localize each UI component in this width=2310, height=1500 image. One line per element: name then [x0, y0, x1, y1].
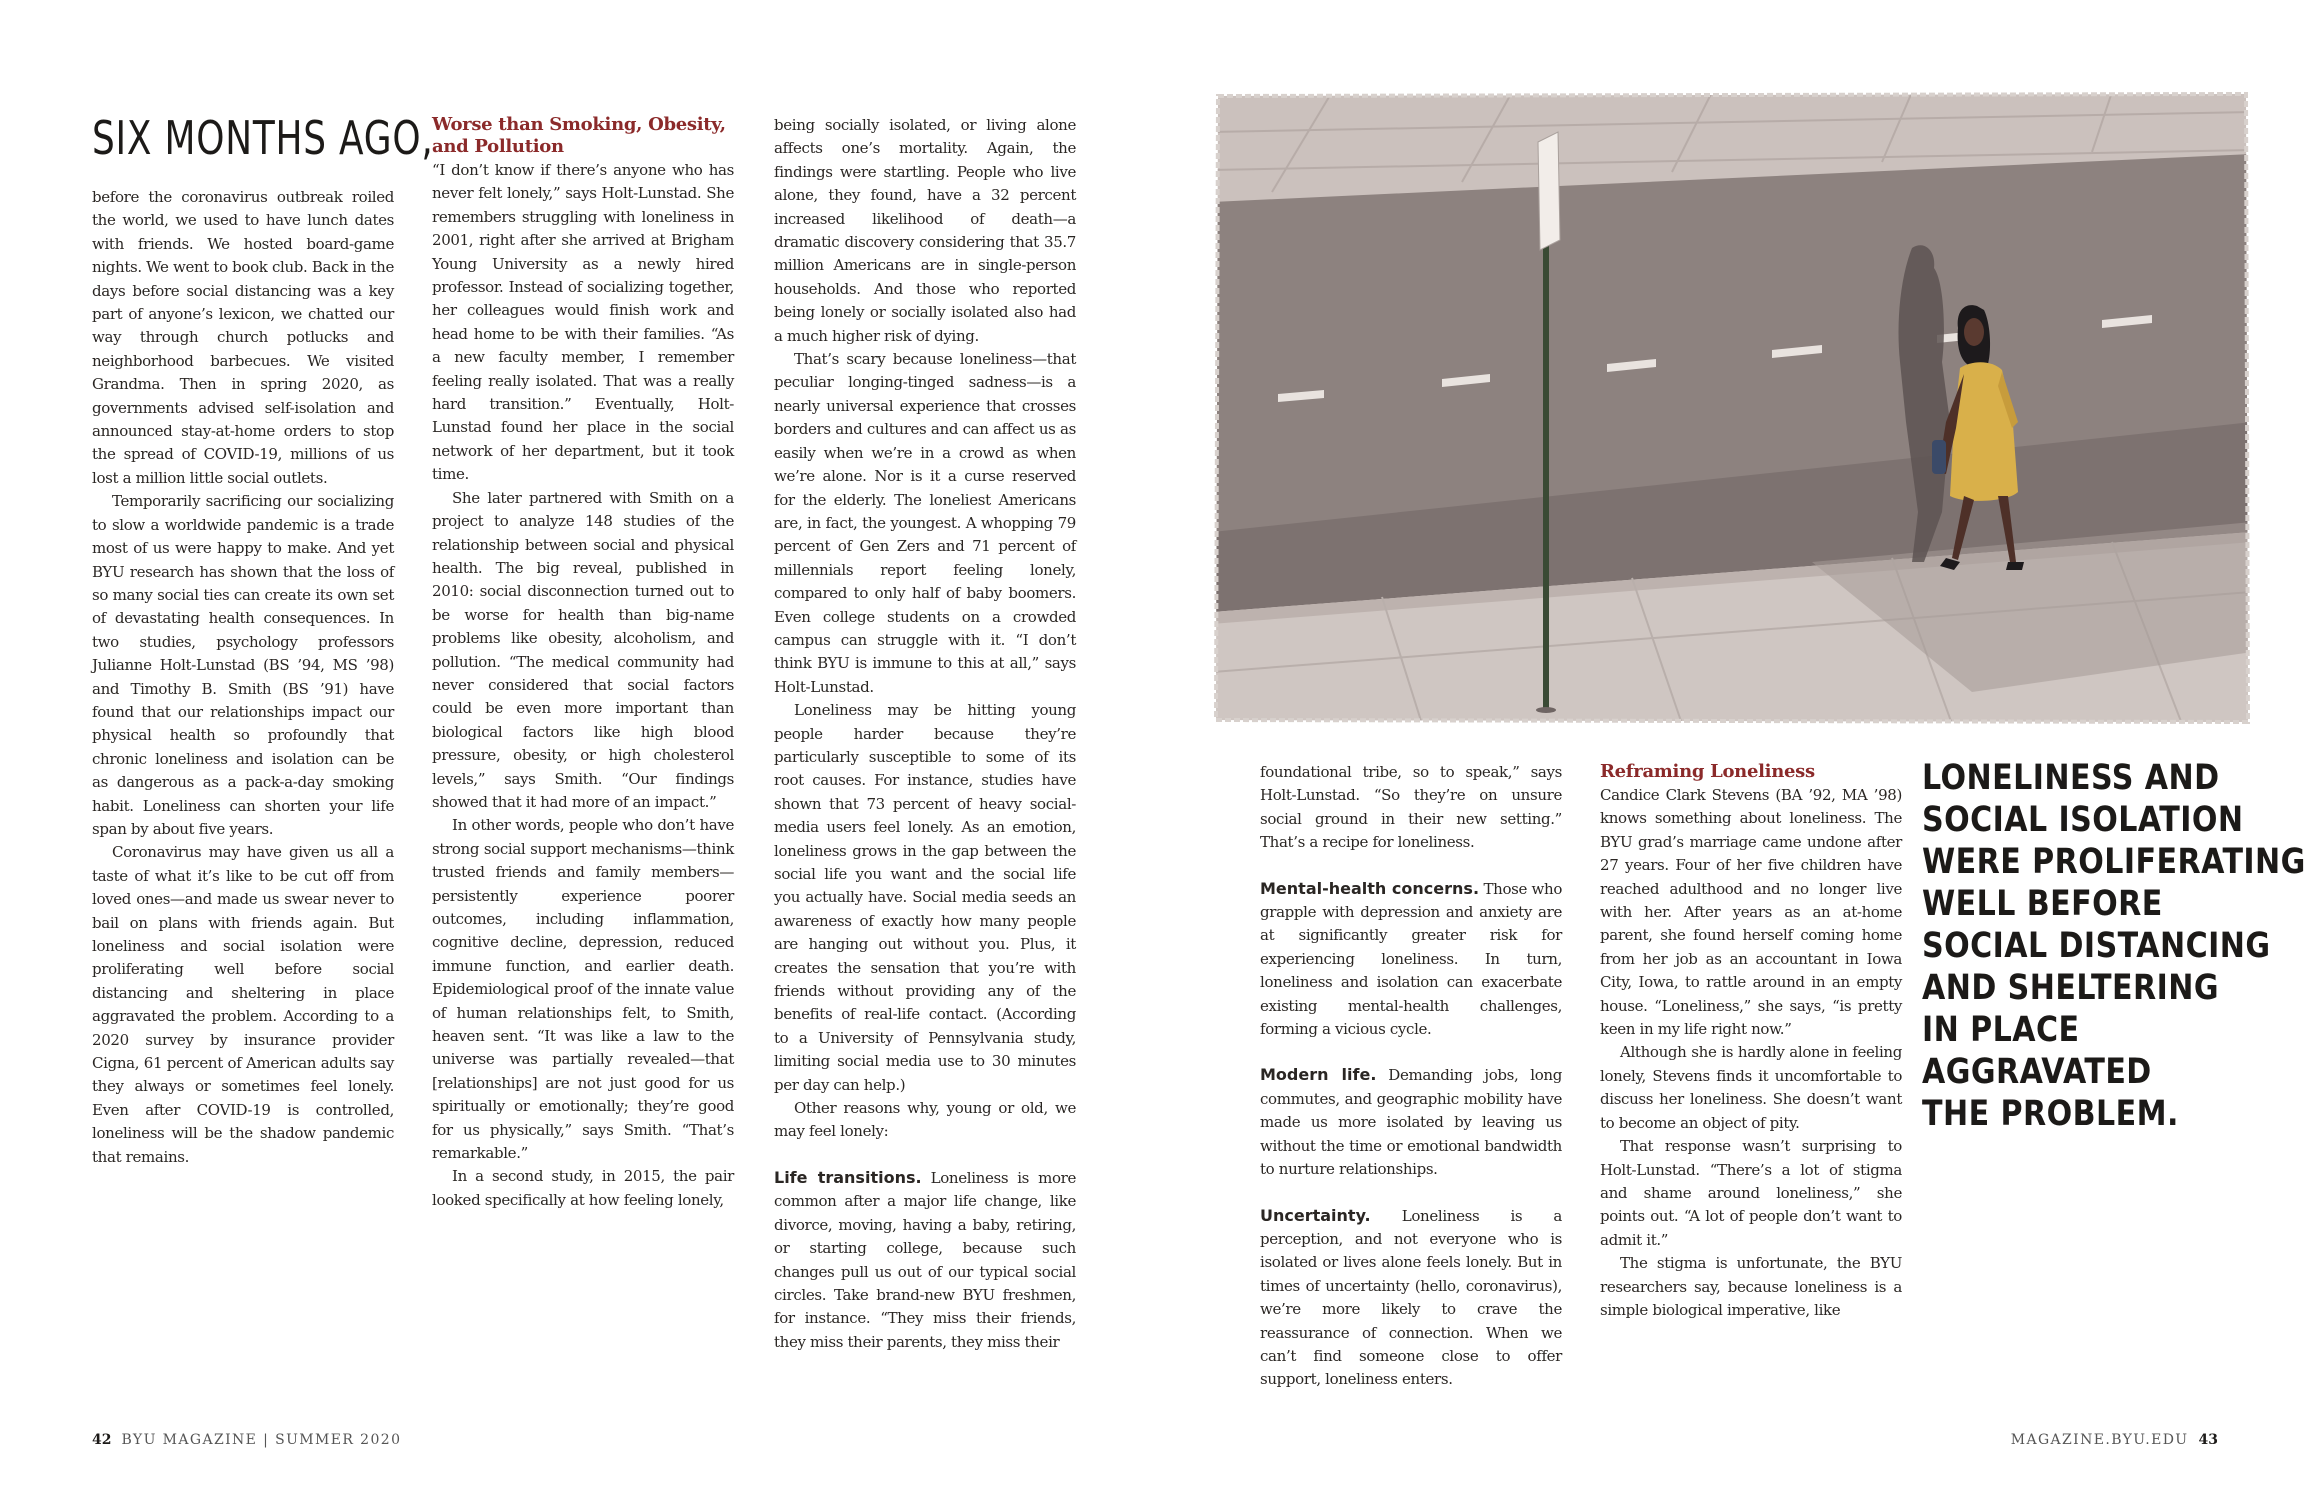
pull-quote-line: IN PLACE [1922, 1010, 2080, 1050]
pull-quote-line: AGGRAVATED [1922, 1052, 2152, 1092]
column-4 [1260, 761, 1562, 1392]
runin-label: Life transitions. [774, 1167, 922, 1187]
section-subhead: Worse than Smoking, Obesity, and Pollution [432, 114, 726, 157]
paragraph: Coronavirus may have given us all a taste of what it’s like to be cut off from loved ones—and made us swear never to bail on plans with friends again. But loneliness and social isolation were proliferating well before social distancing and sheltering in place aggravated the problem. According to a 2020 survey by insurance provider Cigna, 61 percent of American adults say they always or sometimes feel lonely. Even after COVID-19 is controlled, loneliness will be the shadow pandemic that remains. [92, 843, 394, 1166]
walking-woman-illustration [1212, 92, 2252, 724]
pull-quote-line: WELL BEFORE [1922, 884, 2163, 924]
column-2 [432, 114, 734, 1212]
runin-text: Loneliness is a perception, and not everyone who is isolated or lives alone feels lonely. But in times of uncertainty (hello, coronavirus), we’re more likely to crave the reassurance of connection. When we can’t find someone close to offer support, loneliness enters. [1260, 1206, 1562, 1389]
footer-publication: BYU MAGAZINE | SUMMER 2020 [121, 1432, 402, 1448]
pull-quote-line: WERE PROLIFERATING [1922, 842, 2306, 882]
runin-text: Loneliness is more common after a major life change, like divorce, moving, having a baby, retiring, or starting college, because such changes pull us out of our typical social circles. Take brand-new BYU freshmen, for instance. “They miss their friends, they miss their parents, they miss their [774, 1168, 1076, 1351]
pull-quote-line: AND SHELTERING [1922, 968, 2219, 1008]
paragraph: That’s scary because loneliness—that peculiar longing-tinged sadness—is a nearly universal experience that crosses borders and cultures and can affect us as easily when we’re in a crowd as when we’re alone. Nor is it a curse reserved for the elderly. The loneliest Americans are, in fact, the youngest. A whopping 79 percent of Gen Zers and 71 percent of millennials report feeling lonely, compared to only half of baby boomers. Even college students on a crowded campus can struggle with it. “I don’t think BYU is immune to this at all,” says Holt-Lunstad. [774, 350, 1076, 696]
pull-quote-line: SOCIAL DISTANCING [1922, 926, 2271, 966]
list-item [1260, 877, 1562, 1042]
section-subhead: Reframing Loneliness [1600, 761, 1815, 782]
pull-quote-line: LONELINESS AND [1922, 758, 2220, 798]
paragraph: That response wasn’t surprising to Holt-Lunstad. “There’s a lot of stigma and shame around loneliness,” she points out. “A lot of people don’t want to admit it.” [1600, 1137, 1902, 1249]
runin-text: Demanding jobs, long commutes, and geographic mobility have made us more isolated by leaving us without the time or emotional bandwidth to nurture relationships. [1260, 1066, 1562, 1179]
page-number: 43 [2198, 1432, 2218, 1448]
paragraph: She later partnered with Smith on a project to analyze 148 studies of the relationship between social and physical health. The big reveal, published in 2010: social disconnection turned out to be worse for health than big-name problems like obesity, alcoholism, and pollution. “The medical community had never considered that social factors could be even more important than biological factors like high blood pressure, obesity, or high cholesterol levels,” says Smith. “Our findings showed that it had more of an impact.” [432, 488, 734, 811]
paragraph: Candice Clark Stevens (BA ’92, MA ’98) knows something about loneliness. The BYU grad’s marriage came undone after 27 years. Four of her five children have reached adulthood and no longer live with her. After years as an at-home parent, she found herself coming home from her job as an accountant in Iowa City, Iowa, to rattle around in an empty house. “Loneliness,” she says, “is pretty keen in my life right now.” [1600, 786, 1902, 1039]
paragraph: Other reasons why, young or old, we may feel lonely: [774, 1099, 1076, 1141]
paragraph: being socially isolated, or living alone affects one’s mortality. Again, the findings were startling. People who live alone, they found, have a 32 percent increased likelihood of death—a dramatic discovery considering that 35.7 million Americans are in single-person households. And those who reported being lonely or socially isolated also had a much higher risk of dying. [774, 116, 1076, 345]
footer-right [2011, 1432, 2218, 1448]
paragraph: foundational tribe, so to speak,” says Holt-Lunstad. “So they’re on unsure social ground in their new setting.” That’s a recipe for loneliness. [1260, 763, 1562, 852]
paragraph: In a second study, in 2015, the pair looked specifically at how feeling lonely, [432, 1167, 734, 1209]
drop-line-heading: SIX MONTHS AGO, [92, 111, 434, 165]
runin-label: Mental-health concerns. [1260, 878, 1480, 898]
paragraph: Loneliness may be hitting young people harder because they’re particularly susceptible to some of its root causes. For instance, studies have shown that 73 percent of heavy social-media users feel lonely. As an emotion, loneliness grows in the gap between the social life you want and the social life you actually have. Social media seeds an awareness of exactly how many people are hanging out without you. Plus, it creates the sensation that you’re with friends without providing any of the benefits of real-life contact. (According to a University of Pennsylvania study, limiting social media use to 30 minutes per day can help.) [774, 701, 1076, 1094]
footer-website: MAGAZINE.BYU.EDU [2010, 1432, 2189, 1448]
column-3 [774, 114, 1076, 1354]
runin-label: Uncertainty. [1260, 1205, 1371, 1225]
page-number: 42 [92, 1432, 112, 1448]
paragraph: “I don’t know if there’s anyone who has never felt lonely,” says Holt-Lunstad. She remembers struggling with loneliness in 2001, right after she arrived at Brigham Young University as a newly hired professor. Instead of socializing together, her colleagues would finish work and head home to be with their families. “As a new faculty member, I remember feeling really isolated. That was a really hard transition.” Eventually, Holt-Lunstad found her place in the social network of her department, but it took time. [432, 161, 734, 484]
column-1 [92, 186, 394, 1169]
runin-text: Those who grapple with depression and anxiety are at significantly greater risk for experiencing loneliness. In turn, loneliness and isolation can exacerbate existing mental-health challenges, forming a vicious cycle. [1260, 879, 1563, 1039]
list-item [1260, 1063, 1562, 1181]
illustration [1212, 92, 2252, 724]
pull-quote-line: THE PROBLEM. [1922, 1094, 2179, 1134]
paragraph: Although she is hardly alone in feeling lonely, Stevens finds it uncomfortable to discuss her loneliness. She doesn’t want to become an object of pity. [1600, 1043, 1902, 1132]
list-item [774, 1166, 1076, 1354]
paragraph: before the coronavirus outbreak roiled the world, we used to have lunch dates with friends. We hosted board-game nights. We went to book club. Back in the days before social distancing was a key part of anyone’s lexicon, we chatted our way through church potlucks and neighborhood barbecues. We visited Grandma. Then in spring 2020, as governments advised self-isolation and announced stay-at-home orders to stop the spread of COVID-19, millions of us lost a million little social outlets. [92, 188, 395, 487]
paragraph: In other words, people who don’t have strong social support mechanisms—think trusted friends and family members—persistently experience poorer outcomes, including inflammation, cognitive decline, depression, reduced immune function, and earlier death. Epidemiological proof of the innate value of human relationships felt, to Smith, heaven sent. “It was like a law to the universe was partially revealed—that [relationships] are not just good for us spiritually or emotionally; they’re good for us physically,” says Smith. “That’s remarkable.” [432, 816, 734, 1163]
pull-quote-line: SOCIAL ISOLATION [1922, 800, 2244, 840]
pull-quote [1922, 757, 2306, 1135]
list-item [1260, 1204, 1562, 1392]
column-5 [1600, 761, 1902, 1322]
footer-left [92, 1432, 401, 1448]
paragraph: The stigma is unfortunate, the BYU researchers say, because loneliness is a simple biological imperative, like [1600, 1254, 1902, 1319]
runin-label: Modern life. [1260, 1065, 1377, 1085]
paragraph: Temporarily sacrificing our socializing to slow a worldwide pandemic is a trade most of us were happy to make. And yet BYU research has shown that the loss of so many social ties can create its own set of devastating health consequences. In two studies, psychology professors Julianne Holt-Lunstad (BS ’94, MS ’98) and Timothy B. Smith (BS ’91) have found that our relationships impact our physical health so profoundly that chronic loneliness and isolation can be as dangerous as a pack-a-day smoking habit. Loneliness can shorten your life span by about five years. [92, 492, 394, 838]
